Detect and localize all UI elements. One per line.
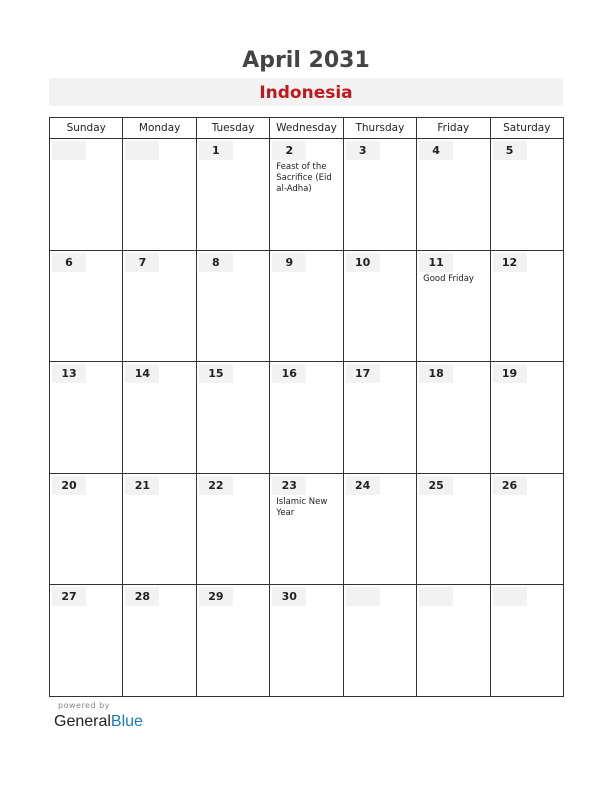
day-cell [270, 139, 343, 251]
week-row [50, 473, 564, 585]
day-cell [417, 585, 490, 697]
weekday-header-row [50, 118, 564, 139]
day-number: 4 [432, 144, 440, 157]
day-cell [123, 362, 196, 474]
day-cell [270, 250, 343, 362]
day-number-box [419, 587, 453, 606]
day-cell [123, 585, 196, 697]
day-number: 2 [285, 144, 294, 157]
day-number: 28 [134, 590, 151, 604]
day-number: 27 [61, 590, 77, 604]
day-number: 23 [281, 478, 297, 492]
week-row [50, 585, 564, 697]
holiday-event: Good Friday [423, 273, 474, 284]
day-cell [417, 250, 490, 362]
day-cell [50, 473, 123, 585]
powered-by-label: powered by [58, 701, 110, 710]
week-row [50, 250, 564, 362]
brand-blue: Blue [110, 713, 143, 730]
day-cell [196, 473, 269, 585]
day-number: 26 [501, 478, 518, 492]
day-cell [50, 139, 123, 251]
day-cell [50, 585, 123, 697]
day-cell [490, 585, 563, 697]
brand-general: General [54, 713, 111, 730]
calendar-title: April 2031 [242, 48, 370, 73]
day-cell [417, 139, 490, 251]
day-number: 1 [212, 144, 220, 157]
day-number: 21 [134, 478, 151, 492]
day-cell [417, 362, 490, 474]
calendar-grid [49, 117, 564, 697]
day-number-box [346, 587, 380, 606]
day-cell [196, 139, 269, 251]
weekday-saturday: Saturday [490, 118, 563, 139]
day-cell [123, 250, 196, 362]
day-number: 11 [428, 255, 444, 269]
day-cell [196, 362, 269, 474]
country-name: Indonesia [49, 78, 563, 106]
day-cell [50, 362, 123, 474]
day-cell [490, 362, 563, 474]
day-cell [343, 473, 416, 585]
day-number: 8 [212, 255, 220, 269]
day-cell [270, 585, 343, 697]
day-number: 12 [501, 255, 518, 269]
day-number-box [493, 587, 527, 606]
day-cell [343, 362, 416, 474]
day-number: 5 [505, 144, 514, 157]
day-number: 29 [208, 590, 224, 604]
weekday-wednesday: Wednesday [270, 118, 343, 139]
day-cell [50, 250, 123, 362]
day-number-box [52, 141, 86, 160]
day-number: 7 [138, 255, 147, 269]
day-number: 9 [285, 255, 294, 269]
weekday-tuesday: Tuesday [196, 118, 269, 139]
day-cell [270, 362, 343, 474]
day-cell [343, 139, 416, 251]
week-row [50, 139, 564, 251]
day-cell [490, 139, 563, 251]
day-number: 3 [358, 144, 367, 157]
day-number: 22 [208, 478, 224, 492]
day-number: 19 [501, 367, 518, 381]
holiday-event: Islamic New Year [276, 496, 328, 518]
day-cell [417, 473, 490, 585]
day-cell [270, 473, 343, 585]
day-cell [490, 473, 563, 585]
day-number: 17 [355, 367, 371, 381]
day-number: 30 [281, 590, 297, 604]
day-number: 18 [428, 367, 444, 381]
day-cell [196, 585, 269, 697]
day-number: 15 [208, 367, 224, 381]
brand-logo[interactable] [54, 713, 143, 731]
day-cell [123, 473, 196, 585]
day-number: 10 [355, 255, 371, 269]
day-number: 6 [65, 255, 73, 269]
day-cell [343, 585, 416, 697]
day-number: 20 [61, 478, 77, 492]
weekday-sunday: Sunday [50, 118, 123, 139]
day-number: 25 [428, 478, 444, 492]
day-cell [490, 250, 563, 362]
day-cell [123, 139, 196, 251]
day-number: 14 [134, 367, 151, 381]
day-cell [343, 250, 416, 362]
day-number-box [125, 141, 159, 160]
weekday-friday: Friday [417, 118, 490, 139]
day-cell [196, 250, 269, 362]
day-number: 16 [281, 367, 297, 381]
day-number: 24 [355, 478, 371, 492]
week-row [50, 362, 564, 474]
weekday-thursday: Thursday [343, 118, 416, 139]
holiday-event: Feast of the Sacrifice (Eid al-Adha) [276, 162, 332, 194]
day-number: 13 [61, 367, 77, 381]
weekday-monday: Monday [123, 118, 196, 139]
